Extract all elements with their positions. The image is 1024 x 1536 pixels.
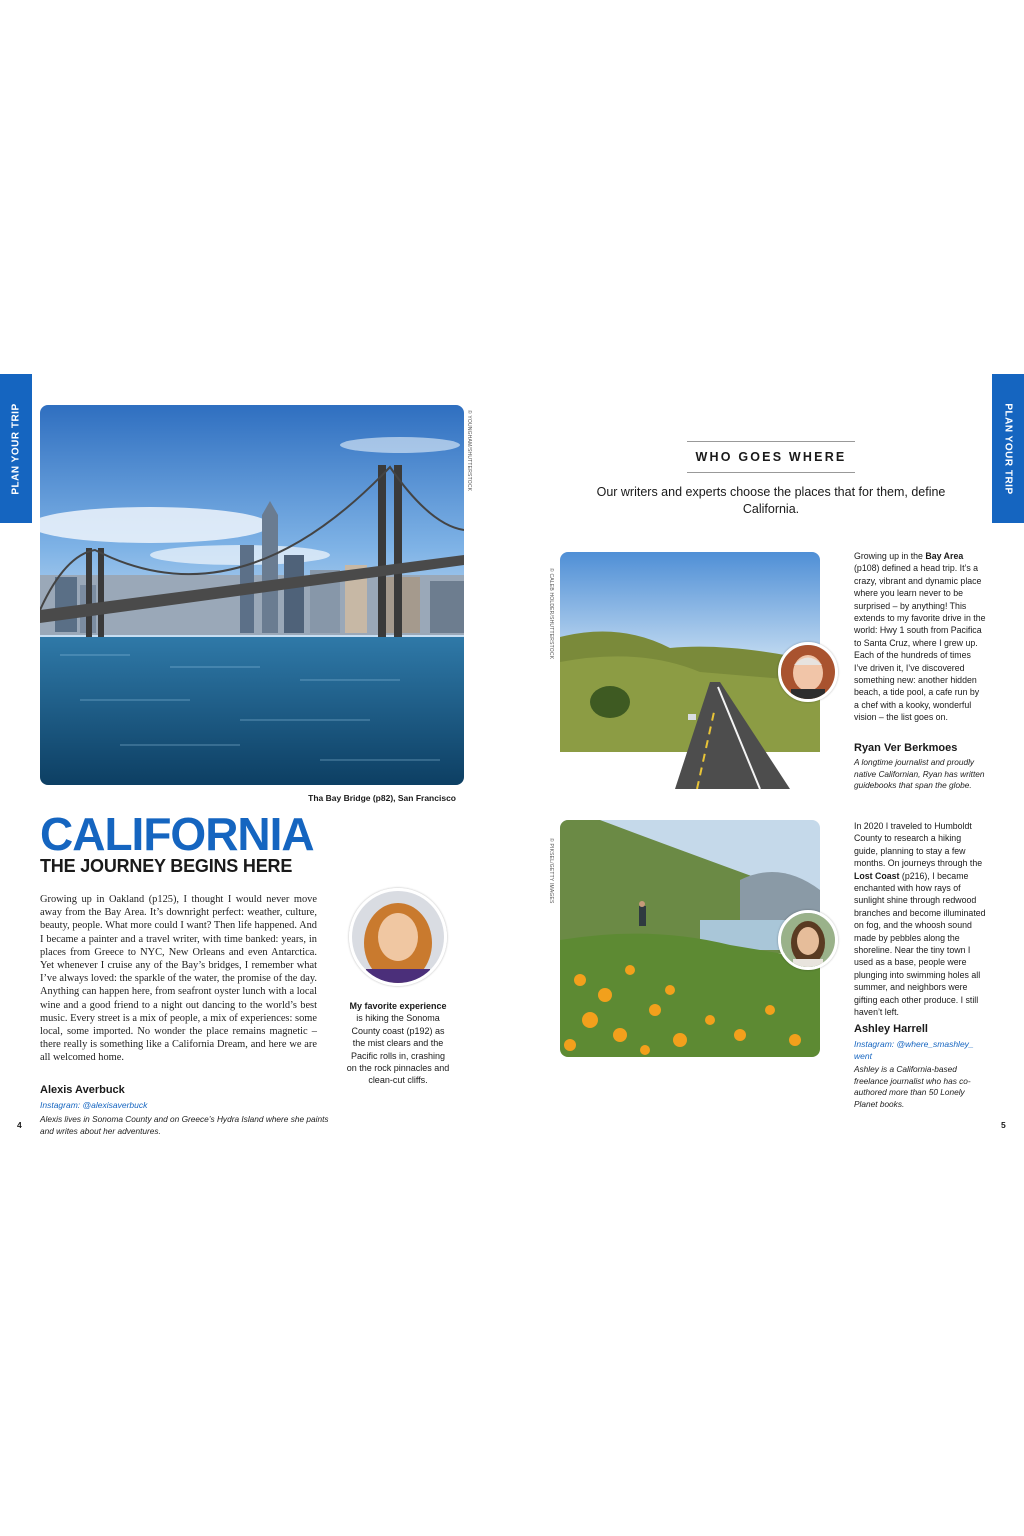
writer-1-story-part-1: Growing up in the — [854, 551, 926, 561]
hero-caption: Tha Bay Bridge (p82), San Francisco — [308, 793, 456, 803]
page-title: CALIFORNIA — [40, 808, 314, 860]
writer-1-story-bold: Bay Area — [925, 551, 964, 561]
writer-1-story — [854, 550, 986, 724]
writer-1-photo-credit: © CALEB HOLDER/SHUTTERSTOCK — [548, 568, 554, 660]
writer-2-story-part-1: In 2020 I traveled to Humboldt County to research a hiking guide, planning to stay a few months. On journeys through the — [854, 821, 983, 869]
page-subtitle: THE JOURNEY BEGINS HERE — [40, 856, 293, 876]
writer-2-instagram-link[interactable]: Instagram: @where_smashley_ went — [854, 1039, 974, 1061]
plan-your-trip-tab-left — [0, 374, 32, 523]
section-heading: WHO GOES WHERE — [695, 450, 847, 464]
author-name: Alexis Averbuck — [40, 1084, 125, 1096]
writer-1-story-part-2: (p108) defined a head trip. It’s a crazy, vibrant and dynamic place where you learn never to be surprised – by anything! This extends to my favorite drive in the world: Hwy 1 south from Pacifica to Santa Cruz, where I grew up. Each of the hundreds of times I’ve driven it, I’ve discovered something new: another hidden beach, a tide pool, a cafe run by a chef with a kooky, wonderful vision – the list goes on. — [854, 563, 986, 723]
writer-2-name: Ashley Harrell — [854, 1023, 928, 1035]
section-rule-bottom — [687, 472, 855, 473]
writer-2-story — [854, 820, 986, 1019]
hero-photo-bay-bridge — [40, 405, 464, 785]
writer-2-bio: Ashley is a California-based freelance journalist who has co-authored more than 50 Lonely Planet books. — [854, 1064, 971, 1109]
intro-paragraph: Growing up in Oakland (p125), I thought I would never move away from the Bay Area. It’s downright perfect: weather, culture, beauty, people. What more could I want? Then life happened. And I became a painter and a travel writer, with time banked: years, in places from Greece to NYC, New Orleans and even Antarctica. Yet whenever I cruise any of the Bay’s bridges, I remember what I’ve always loved: the sparkle of the water, the promise of the day. Anything can happen here, from seafront oyster lunch with a local wine and a good friend to a night out dancing to the world’s best music. Every street is a mix of people, a mix of experiences: some local, some imported. No wonder the place remains magnetic – there really is something like a California Dream, and here we are all welcomed home. — [40, 894, 317, 1064]
favorite-experience-label: My favorite experience — [349, 1001, 447, 1011]
section-rule-top — [687, 441, 855, 442]
side-tab-label-left: PLAN YOUR TRIP — [10, 402, 22, 495]
hero-photo-credit: © YOUNGHAM/SHUTTERSTOCK — [466, 410, 472, 492]
side-tab-label-right: PLAN YOUR TRIP — [1002, 402, 1014, 495]
writer-2-story-part-2: (p216), I became enchanted with how rays of sunlight shine through redwood branches and become illuminated on fog, and the whoosh sound made by pebbles along the shoreline. Near the tiny town I used as a base, people were plunging into swimming holes all summer, and neighbors were gifting each other produce. I still haven’t left. — [854, 870, 986, 1018]
plan-your-trip-tab-right — [992, 374, 1024, 523]
writer-1-bio: A longtime journalist and proudly native Californian, Ryan has written guidebooks that span the globe. — [854, 757, 985, 790]
page-number-left: 4 — [17, 1120, 22, 1130]
writer-1-name: Ryan Ver Berkmoes — [854, 742, 958, 754]
author-avatar — [349, 888, 447, 986]
writer-2-story-bold: Lost Coast — [854, 870, 900, 881]
writer-2-photo-credit: © PIKSEL/GETTY IMAGES — [548, 838, 554, 904]
author-instagram-link[interactable]: Instagram: @alexisaverbuck — [40, 1100, 148, 1110]
section-subheading: Our writers and experts choose the places that for them, define California. — [596, 485, 946, 516]
author-bio: Alexis lives in Sonoma County and on Greece’s Hydra Island where she paints and writes about her adventures. — [40, 1114, 329, 1136]
writer-2-avatar — [778, 910, 838, 970]
favorite-experience-text: is hiking the Sonoma County coast (p192) as the mist clears and the Pacific rolls in, crashing on the rock pinnacles and clean-cut cliffs. — [346, 1013, 450, 1086]
page-number-right: 5 — [1001, 1120, 1006, 1130]
favorite-experience — [345, 1000, 451, 1087]
writer-1-avatar — [778, 642, 838, 702]
